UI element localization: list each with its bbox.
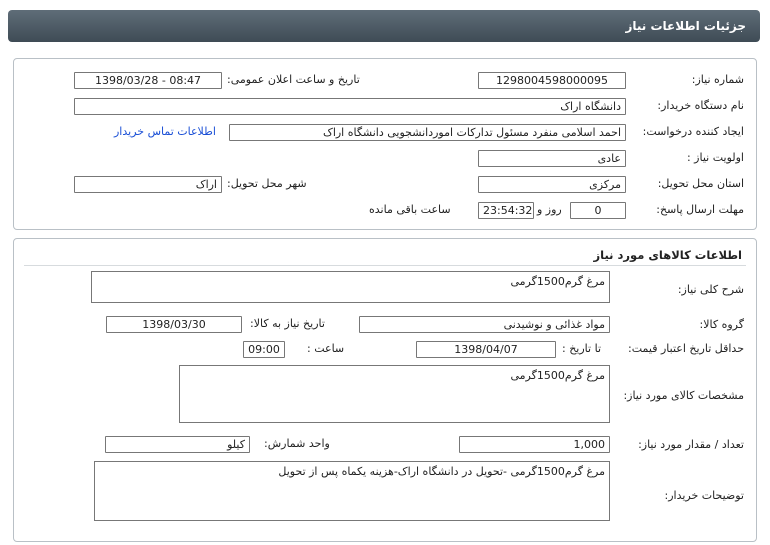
need-info-panel bbox=[13, 58, 757, 230]
hour-field[interactable]: 09:00 bbox=[243, 341, 285, 358]
goods-group-field[interactable]: مواد غذائی و نوشیدنی bbox=[359, 316, 610, 333]
until-date-field[interactable]: 1398/04/07 bbox=[416, 341, 556, 358]
announce-datetime-field[interactable]: 1398/03/28 - 08:47 bbox=[74, 72, 222, 89]
priority-label: اولویت نیاز : bbox=[686, 151, 744, 164]
specs-label: مشخصات کالای مورد نیاز: bbox=[623, 389, 744, 402]
time-remaining-field[interactable]: 23:54:32 bbox=[478, 202, 534, 219]
section-divider bbox=[24, 265, 746, 266]
buyer-org-label: نام دستگاه خریدار: bbox=[657, 99, 744, 112]
summary-label: شرح کلی نیاز: bbox=[677, 283, 744, 296]
hour-label: ساعت : bbox=[307, 342, 345, 355]
creator-field[interactable]: احمد اسلامی منفرد مسئول تدارکات اموردانشجویی دانشگاه اراک bbox=[229, 124, 626, 141]
city-label: شهر محل تحویل: bbox=[227, 177, 307, 190]
need-number-label: شماره نیاز: bbox=[691, 73, 744, 86]
days-unit-label: روز و bbox=[537, 203, 562, 216]
province-field[interactable]: مرکزی bbox=[478, 176, 626, 193]
unit-label: واحد شمارش: bbox=[264, 437, 330, 450]
buyer-notes-field[interactable]: مرغ گرم1500گرمی -تحویل در دانشگاه اراک-هزینه یکماه پس از تحویل bbox=[94, 461, 610, 521]
buyer-org-field[interactable]: دانشگاه اراک bbox=[74, 98, 626, 115]
price-validity-label: حداقل تاریخ اعتبار قیمت: bbox=[628, 342, 744, 355]
specs-field[interactable]: مرغ گرم1500گرمی bbox=[179, 365, 610, 423]
page-title: جزئیات اطلاعات نیاز bbox=[625, 19, 746, 33]
goods-group-label: گروه کالا: bbox=[699, 318, 744, 331]
unit-field[interactable]: کیلو bbox=[105, 436, 250, 453]
page-header bbox=[8, 10, 760, 42]
priority-field[interactable]: عادی bbox=[478, 150, 626, 167]
creator-label: ایجاد کننده درخواست: bbox=[642, 125, 744, 138]
quantity-field[interactable]: 1,000 bbox=[459, 436, 610, 453]
deadline-label: مهلت ارسال پاسخ: bbox=[656, 203, 744, 216]
days-field[interactable]: 0 bbox=[570, 202, 626, 219]
goods-section-title: اطلاعات کالاهای مورد نیاز bbox=[593, 248, 742, 262]
city-field[interactable]: اراک bbox=[74, 176, 222, 193]
remaining-label: ساعت باقی مانده bbox=[369, 203, 451, 216]
until-date-label: تا تاریخ : bbox=[562, 342, 601, 355]
buyer-contact-link[interactable]: اطلاعات تماس خریدار bbox=[114, 125, 216, 138]
summary-field[interactable]: مرغ گرم1500گرمی bbox=[91, 271, 610, 303]
province-label: استان محل تحویل: bbox=[657, 177, 744, 190]
need-date-field[interactable]: 1398/03/30 bbox=[106, 316, 242, 333]
quantity-label: تعداد / مقدار مورد نیاز: bbox=[638, 438, 744, 451]
goods-info-panel bbox=[13, 238, 757, 542]
buyer-notes-label: توضیحات خریدار: bbox=[664, 489, 744, 502]
need-number-field[interactable]: 1298004598000095 bbox=[478, 72, 626, 89]
announce-datetime-label: تاریخ و ساعت اعلان عمومی: bbox=[227, 73, 360, 86]
need-date-label: تاریخ نیاز به کالا: bbox=[250, 317, 325, 330]
